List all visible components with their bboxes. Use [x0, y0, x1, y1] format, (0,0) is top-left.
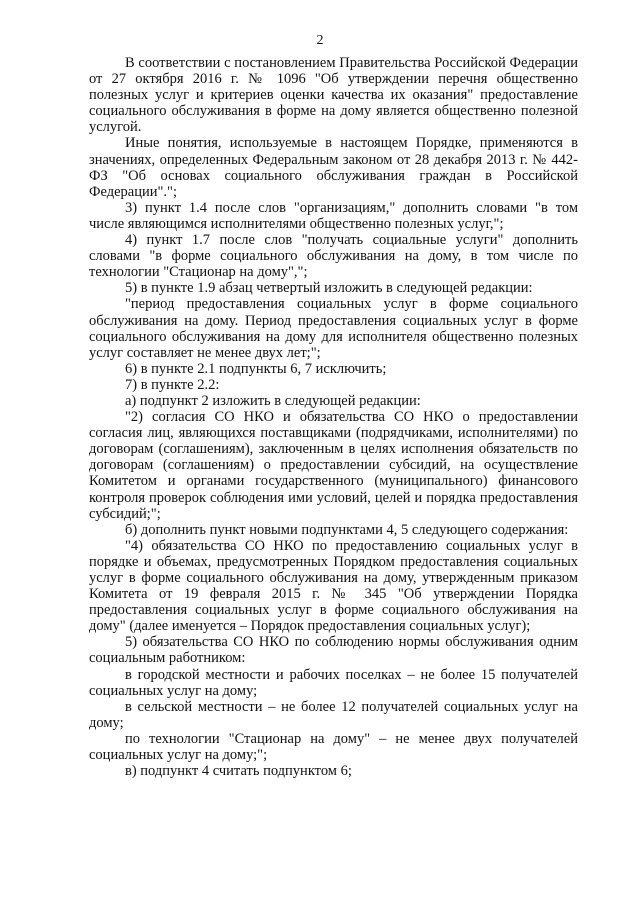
paragraph-15: в сельской местности – не более 12 получателей социальных услуг на дому; [89, 698, 582, 731]
paragraph-12: "4) обязательства СО НКО по предоставлению социальных услуг в порядке и объемах, предусмотренных Порядком предоставления социальных услуг в форме социального обслуживания на дому, утвержденным приказом Комитета от 19 февраля 2015 г. № 345 "Об утверждении Порядка предоставления социальных услуг в форме социального обслуживания на дому" (далее именуется – Порядок предоставления социальных услуг); [89, 537, 582, 635]
paragraph-7: 6) в пункте 2.1 подпункты 6, 7 исключить; [125, 360, 387, 377]
paragraph-9: а) подпункт 2 изложить в следующей редакции: [125, 392, 421, 409]
paragraph-17: в) подпункт 4 считать подпунктом 6; [125, 763, 352, 780]
paragraph-5: 5) в пункте 1.9 абзац четвертый изложить в следующей редакции: [125, 280, 533, 297]
paragraph-3: 3) пункт 1.4 после слов "организациям," дополнить словами "в том числе являющимся исполнителями общественно полезных услуг,"; [89, 199, 582, 232]
paragraph-10: "2) согласия СО НКО и обязательства СО НКО о предоставлении согласия лиц, являющихся поставщиками (подрядчиками, исполнителями) по договорам (соглашениям), заключенным в целях исполнения обязательств по договорам (соглашениям) о предоставлении субсидий, на осуществление Комитетом и органами государственного (муниципального) финансового контроля проверок соблюдения ими условий, целей и порядка предоставления субсидий;"; [89, 409, 582, 522]
paragraph-11: б) дополнить пункт новыми подпунктами 4, 5 следующего содержания: [125, 521, 569, 538]
page-number: 2 [316, 33, 324, 48]
paragraph-16: по технологии "Стационар на дому" – не менее двух получателей социальных услуг на дому;"; [89, 730, 582, 764]
paragraph-8: 7) в пункте 2.2: [125, 376, 220, 393]
paragraph-13: 5) обязательства СО НКО по соблюдению нормы обслуживания одним социальным работником: [89, 634, 582, 667]
document-body [89, 55, 582, 780]
paragraph-14: в городской местности и рабочих поселках – не более 15 получателей социальных услуг на дому; [89, 666, 582, 699]
paragraph-1: В соответствии с постановлением Правительства Российской Федерации от 27 октября 2016 г. № 1096 "Об утверждении перечня общественно полезных услуг и критериев оценки качества их оказания" предоставление социального обслуживания в форме на дому является общественно полезной услугой. [89, 55, 582, 136]
paragraph-6: "период предоставления социальных услуг в форме социального обслуживания на дому. Период предоставления социальных услуг в форме социального обслуживания на дому для исполнителя общественно полезных услуг составляет не менее двух лет;"; [89, 296, 582, 361]
paragraph-4: 4) пункт 1.7 после слов "получать социальные услуги" дополнить словами "в форме социального обслуживания на дому, в том числе по технологии "Стационар на дому","; [89, 232, 582, 281]
paragraph-2: Иные понятия, используемые в настоящем Порядке, применяются в значениях, определенных Федеральным законом от 28 декабря 2013 г. № 442-ФЗ "Об основах социального обслуживания граждан в Российской Федерации"."; [89, 135, 582, 200]
